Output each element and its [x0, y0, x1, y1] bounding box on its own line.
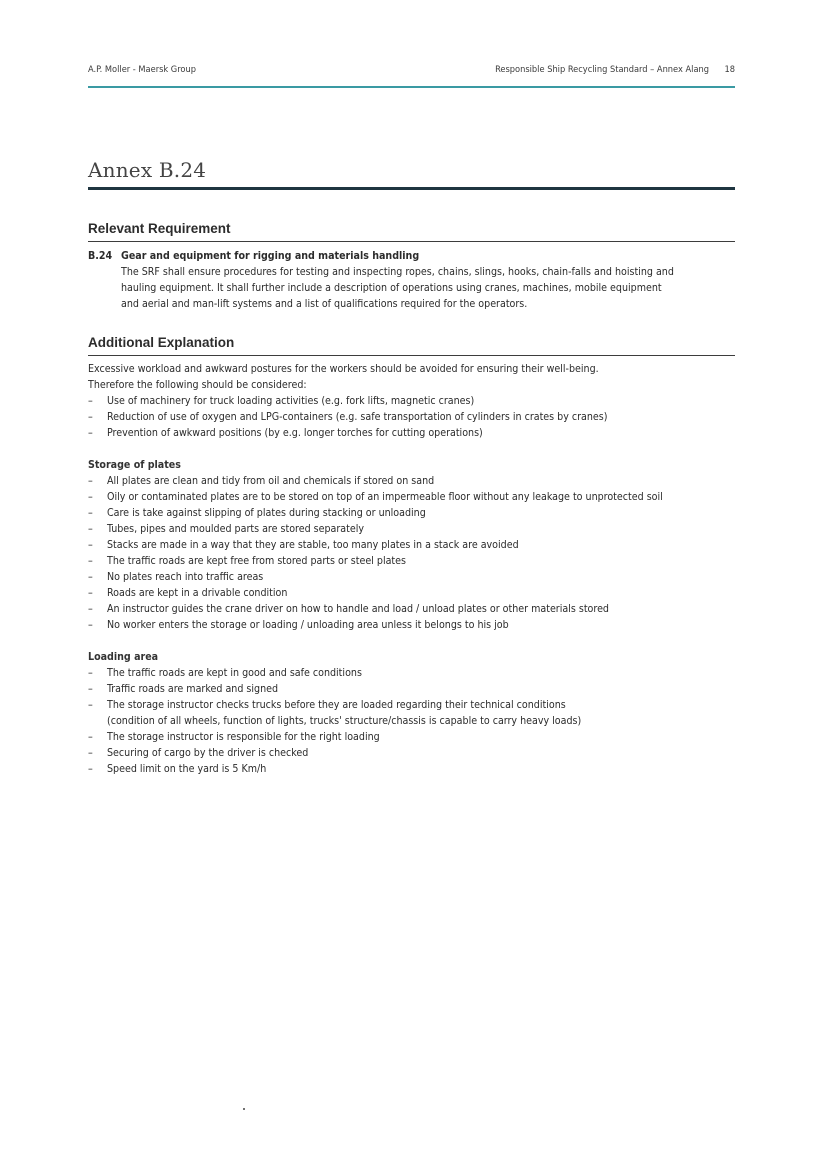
list-item: – Care is take against slipping of plates during stacking or unloading	[88, 505, 738, 521]
consideration-list	[88, 393, 738, 441]
list-item: – No plates reach into traffic areas	[88, 569, 738, 585]
header-document-title: Responsible Ship Recycling Standard – Annex Alang	[495, 64, 709, 75]
additional-explanation-heading: Additional Explanation	[88, 335, 235, 350]
annex-title: Annex B.24	[88, 158, 207, 182]
annex-title-divider	[88, 187, 735, 190]
list-item: – Prevention of awkward positions (by e.g. longer torches for cutting operations)	[88, 425, 738, 441]
loading-list-continued	[88, 729, 738, 777]
requirement-body	[121, 264, 733, 312]
header-divider	[88, 86, 735, 88]
list-item: – Speed limit on the yard is 5 Km/h	[88, 761, 738, 777]
list-item: – Traffic roads are marked and signed	[88, 681, 738, 697]
requirement-line: hauling equipment. It shall further include a description of operations using cranes, machines, mobile equipment	[121, 282, 662, 294]
list-item: – Securing of cargo by the driver is checked	[88, 745, 738, 761]
relevant-requirement-heading: Relevant Requirement	[88, 221, 231, 236]
intro-line: Excessive workload and awkward postures for the workers should be avoided for ensuring their well-being.	[88, 363, 599, 375]
additional-explanation-divider	[88, 355, 735, 356]
requirement-code: B.24	[88, 250, 113, 262]
list-item: – Roads are kept in a drivable condition	[88, 585, 738, 601]
intro-line: Therefore the following should be considered:	[88, 379, 307, 391]
storage-of-plates-block	[88, 457, 738, 633]
list-item: – Reduction of use of oxygen and LPG-containers (e.g. safe transportation of cylinders in crates by cranes)	[88, 409, 738, 425]
requirement-line: The SRF shall ensure procedures for testing and inspecting ropes, chains, slings, hooks, chain-falls and hoisting and	[121, 266, 674, 278]
list-item: – Tubes, pipes and moulded parts are stored separately	[88, 521, 738, 537]
relevant-requirement-divider	[88, 241, 735, 242]
requirement-heading: Gear and equipment for rigging and materials handling	[121, 250, 420, 262]
page-number: 18	[724, 64, 735, 75]
list-item: – Oily or contaminated plates are to be stored on top of an impermeable floor without any leakage to unprotected soil	[88, 489, 738, 505]
list-item: – The storage instructor checks trucks before they are loaded regarding their technical conditions	[88, 697, 738, 713]
list-item: – Use of machinery for truck loading activities (e.g. fork lifts, magnetic cranes)	[88, 393, 738, 409]
list-item-continuation: (condition of all wheels, function of lights, trucks' structure/chassis is capable to carry heavy loads)	[107, 715, 582, 727]
header-company: A.P. Moller - Maersk Group	[88, 64, 196, 75]
loading-area-block	[88, 649, 738, 777]
additional-explanation-block	[88, 361, 738, 441]
list-item: – No worker enters the storage or loading / unloading area unless it belongs to his job	[88, 617, 738, 633]
list-item: – The storage instructor is responsible for the right loading	[88, 729, 738, 745]
scan-speck	[243, 1108, 245, 1110]
list-item: – Stacks are made in a way that they are stable, too many plates in a stack are avoided	[88, 537, 738, 553]
loading-list	[88, 665, 738, 713]
storage-list	[88, 473, 738, 633]
list-item: – The traffic roads are kept in good and safe conditions	[88, 665, 738, 681]
list-item: – The traffic roads are kept free from stored parts or steel plates	[88, 553, 738, 569]
list-item: – All plates are clean and tidy from oil and chemicals if stored on sand	[88, 473, 738, 489]
storage-of-plates-heading: Storage of plates	[88, 459, 181, 471]
loading-area-heading: Loading area	[88, 651, 159, 663]
requirement-line: and aerial and man-lift systems and a list of qualifications required for the operators.	[121, 298, 528, 310]
list-item: – An instructor guides the crane driver on how to handle and load / unload plates or other materials stored	[88, 601, 738, 617]
page-header	[88, 64, 735, 78]
